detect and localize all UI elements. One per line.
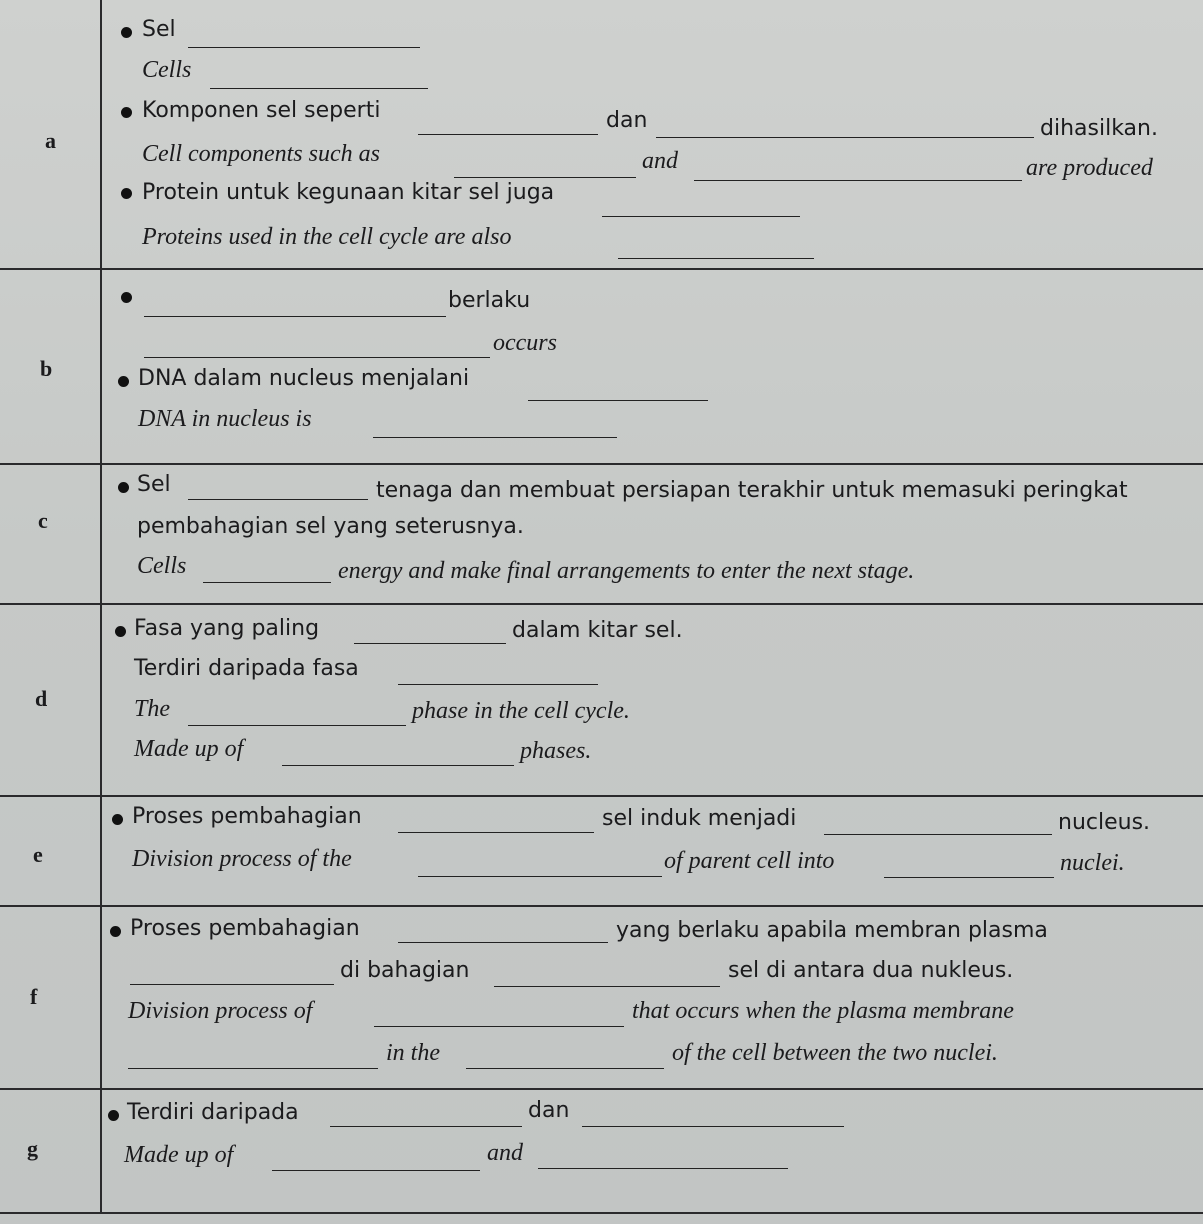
bullet-icon xyxy=(110,926,121,937)
text-line: yang berlaku apabila membran plasma xyxy=(616,918,1048,943)
row-label-a: a xyxy=(45,128,56,153)
text-line: and xyxy=(487,1140,523,1166)
answer-blank[interactable] xyxy=(418,134,598,135)
text-line: Cell components such as xyxy=(142,141,380,167)
text-line: tenaga dan membuat persiapan terakhir untuk memasuki peringkat xyxy=(376,478,1128,503)
row-divider xyxy=(0,268,1203,270)
answer-blank[interactable] xyxy=(398,684,598,685)
bullet-icon xyxy=(108,1110,119,1121)
text-line: Division process of the xyxy=(132,846,352,872)
text-line: Protein untuk kegunaan kitar sel juga xyxy=(142,180,555,205)
bullet-icon xyxy=(121,27,132,38)
answer-blank[interactable] xyxy=(884,877,1054,878)
text-line: di bahagian xyxy=(340,958,470,983)
answer-blank[interactable] xyxy=(656,137,1034,138)
answer-blank[interactable] xyxy=(602,216,800,217)
text-line: Terdiri daripada fasa xyxy=(134,656,359,681)
row-divider xyxy=(0,463,1203,465)
row-divider xyxy=(0,795,1203,797)
text-line: in the xyxy=(386,1040,440,1066)
answer-blank[interactable] xyxy=(528,400,708,401)
text-line: Sel xyxy=(137,472,171,497)
text-line: Komponen sel seperti xyxy=(142,98,381,123)
row-divider xyxy=(0,905,1203,907)
text-line: berlaku xyxy=(448,288,531,313)
text-line: that occurs when the plasma membrane xyxy=(632,998,1014,1024)
text-line: Terdiri daripada xyxy=(127,1100,299,1125)
text-line: are produced xyxy=(1026,155,1153,181)
answer-blank[interactable] xyxy=(824,834,1052,835)
answer-blank[interactable] xyxy=(418,876,662,877)
text-line: and xyxy=(642,148,678,174)
bullet-icon xyxy=(115,626,126,637)
row-label-g: g xyxy=(27,1136,38,1161)
text-line: dihasilkan. xyxy=(1040,116,1158,141)
text-line: dan xyxy=(528,1098,570,1123)
answer-blank[interactable] xyxy=(128,1068,378,1069)
answer-blank[interactable] xyxy=(373,437,617,438)
answer-blank[interactable] xyxy=(144,316,446,317)
text-line: energy and make final arrangements to enter the next stage. xyxy=(338,558,915,584)
row-divider xyxy=(0,603,1203,605)
row-divider xyxy=(0,1088,1203,1090)
answer-blank[interactable] xyxy=(188,499,368,500)
bullet-icon xyxy=(112,814,123,825)
text-line: occurs xyxy=(493,330,557,356)
answer-blank[interactable] xyxy=(538,1168,788,1169)
text-line: phase in the cell cycle. xyxy=(412,698,630,724)
text-line: Made up of xyxy=(134,736,244,762)
answer-blank[interactable] xyxy=(582,1126,844,1127)
answer-blank[interactable] xyxy=(466,1068,664,1069)
answer-blank[interactable] xyxy=(188,47,420,48)
row-label-b: b xyxy=(40,356,53,381)
bullet-icon xyxy=(121,107,132,118)
row-label-d: d xyxy=(35,686,48,711)
answer-blank[interactable] xyxy=(144,357,490,358)
text-line: sel induk menjadi xyxy=(602,806,797,831)
answer-blank[interactable] xyxy=(130,984,334,985)
answer-blank[interactable] xyxy=(694,180,1022,181)
answer-blank[interactable] xyxy=(330,1126,522,1127)
text-line: Sel xyxy=(142,17,176,42)
text-line: nucleus. xyxy=(1058,810,1151,835)
text-line: of the cell between the two nuclei. xyxy=(672,1040,998,1066)
row-divider xyxy=(0,1212,1203,1214)
text-line: nuclei. xyxy=(1060,850,1125,876)
row-label-e: e xyxy=(33,842,43,867)
text-line: sel di antara dua nukleus. xyxy=(728,958,1014,983)
bullet-icon xyxy=(121,292,132,303)
answer-blank[interactable] xyxy=(494,986,720,987)
answer-blank[interactable] xyxy=(203,582,331,583)
answer-blank[interactable] xyxy=(210,88,428,89)
text-line: dalam kitar sel. xyxy=(512,618,683,643)
text-line: Division process of xyxy=(128,998,313,1024)
text-line: Cells xyxy=(142,57,192,83)
text-line: Proteins used in the cell cycle are also xyxy=(142,224,512,250)
answer-blank[interactable] xyxy=(188,725,406,726)
answer-blank[interactable] xyxy=(454,177,636,178)
bullet-icon xyxy=(118,482,129,493)
bullet-icon xyxy=(118,376,129,387)
text-line: DNA dalam nucleus menjalani xyxy=(138,366,470,391)
answer-blank[interactable] xyxy=(618,258,814,259)
row-label-f: f xyxy=(30,984,38,1009)
text-line: dan xyxy=(606,108,648,133)
answer-blank[interactable] xyxy=(374,1026,624,1027)
text-line: Proses pembahagian xyxy=(132,804,362,829)
answer-blank[interactable] xyxy=(398,832,594,833)
text-line: pembahagian sel yang seterusnya. xyxy=(137,514,524,539)
text-line: DNA in nucleus is xyxy=(138,406,312,432)
column-divider xyxy=(100,0,102,1212)
bullet-icon xyxy=(121,188,132,199)
answer-blank[interactable] xyxy=(398,942,608,943)
text-line: Made up of xyxy=(124,1142,234,1168)
text-line: Cells xyxy=(137,553,187,579)
answer-blank[interactable] xyxy=(272,1170,480,1171)
text-line: Fasa yang paling xyxy=(134,616,320,641)
answer-blank[interactable] xyxy=(282,765,514,766)
text-line: of parent cell into xyxy=(664,848,835,874)
text-line: phases. xyxy=(520,738,592,764)
answer-blank[interactable] xyxy=(354,643,506,644)
text-line: The xyxy=(134,696,170,722)
text-line: Proses pembahagian xyxy=(130,916,360,941)
row-label-c: c xyxy=(38,508,48,533)
